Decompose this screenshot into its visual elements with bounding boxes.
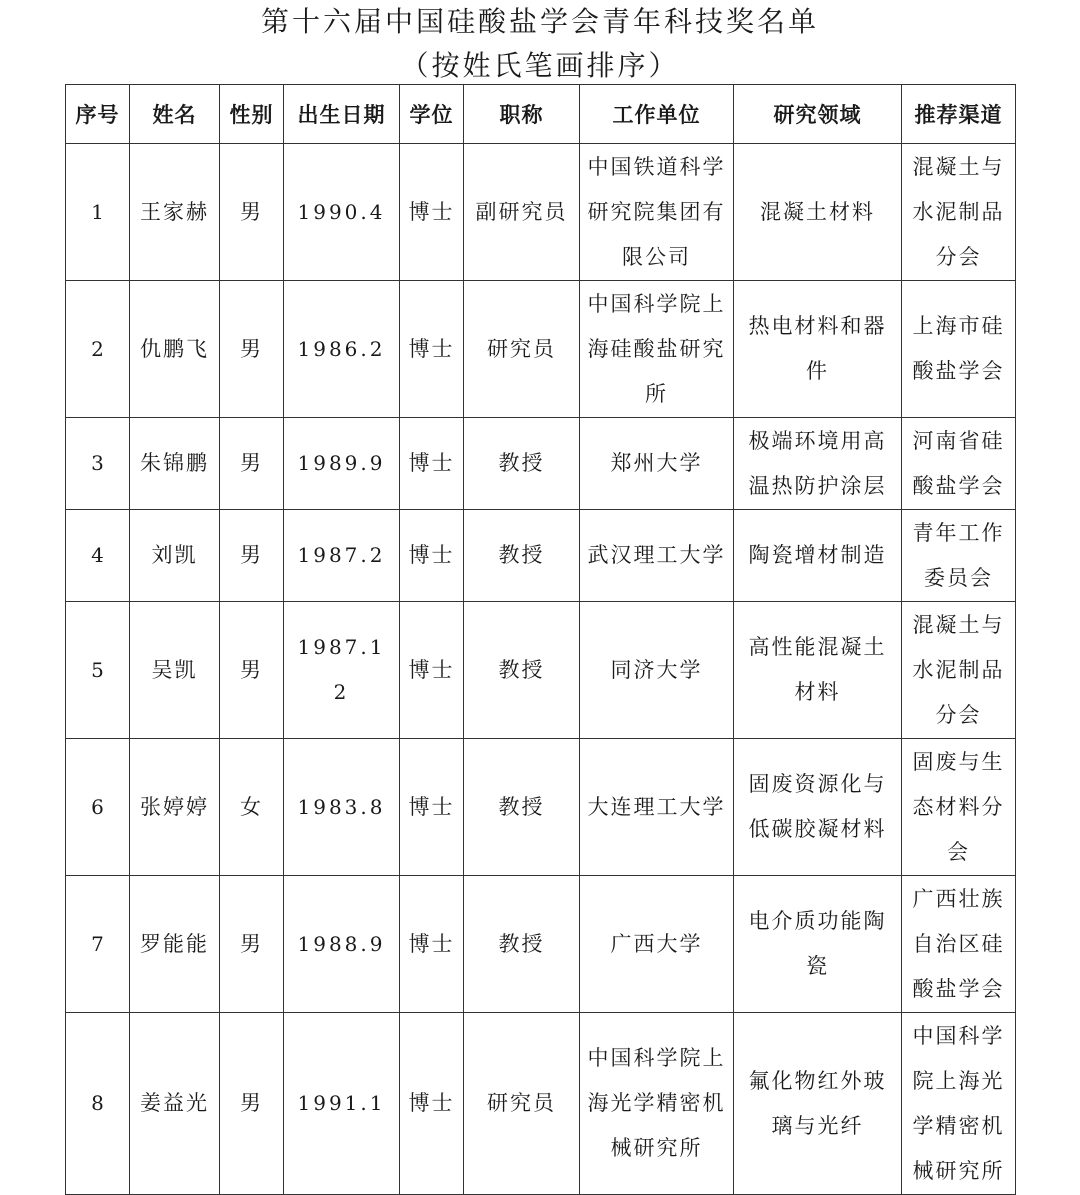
cell-index: 7: [66, 876, 130, 1013]
table-row: [66, 144, 1016, 281]
cell-nomination-channel: 中国科学院上海光学精密机械研究所: [902, 1013, 1016, 1195]
cell-nomination-channel: 河南省硅酸盐学会: [902, 418, 1016, 510]
document-title: 第十六届中国硅酸盐学会青年科技奖名单: [260, 5, 819, 38]
cell-index: 4: [66, 510, 130, 602]
cell-research-field: 热电材料和器件: [734, 281, 902, 418]
cell-gender: 男: [220, 144, 284, 281]
cell-title: 教授: [464, 602, 580, 739]
cell-birthdate: 1989.9: [284, 418, 400, 510]
cell-title: 教授: [464, 418, 580, 510]
cell-name: 吴凯: [130, 602, 220, 739]
cell-title: 教授: [464, 876, 580, 1013]
cell-birthdate: 1987.12: [284, 602, 400, 739]
header-nomination-channel: 推荐渠道: [902, 85, 1016, 144]
cell-research-field: 电介质功能陶瓷: [734, 876, 902, 1013]
cell-index: 2: [66, 281, 130, 418]
cell-nomination-channel: 广西壮族自治区硅酸盐学会: [902, 876, 1016, 1013]
table-row: [66, 876, 1016, 1013]
table-row: [66, 602, 1016, 739]
cell-gender: 男: [220, 602, 284, 739]
cell-gender: 男: [220, 418, 284, 510]
cell-title: 副研究员: [464, 144, 580, 281]
cell-gender: 男: [220, 876, 284, 1013]
table-row: [66, 1013, 1016, 1195]
table-row: [66, 281, 1016, 418]
cell-research-field: 氟化物红外玻璃与光纤: [734, 1013, 902, 1195]
cell-title: 研究员: [464, 1013, 580, 1195]
cell-index: 6: [66, 739, 130, 876]
cell-employer: 同济大学: [580, 602, 734, 739]
cell-degree: 博士: [400, 144, 464, 281]
cell-nomination-channel: 混凝土与水泥制品分会: [902, 602, 1016, 739]
header-employer: 工作单位: [580, 85, 734, 144]
cell-birthdate: 1990.4: [284, 144, 400, 281]
cell-index: 3: [66, 418, 130, 510]
cell-birthdate: 1983.8: [284, 739, 400, 876]
cell-employer: 大连理工大学: [580, 739, 734, 876]
header-title: 职称: [464, 85, 580, 144]
cell-nomination-channel: 青年工作委员会: [902, 510, 1016, 602]
cell-title: 教授: [464, 510, 580, 602]
cell-birthdate: 1988.9: [284, 876, 400, 1013]
cell-research-field: 极端环境用高温热防护涂层: [734, 418, 902, 510]
cell-degree: 博士: [400, 602, 464, 739]
cell-gender: 男: [220, 281, 284, 418]
document-subtitle: （按姓氏笔画排序）: [400, 49, 680, 82]
cell-degree: 博士: [400, 510, 464, 602]
header-degree: 学位: [400, 85, 464, 144]
cell-employer: 郑州大学: [580, 418, 734, 510]
cell-index: 5: [66, 602, 130, 739]
cell-nomination-channel: 混凝土与水泥制品分会: [902, 144, 1016, 281]
cell-name: 王家赫: [130, 144, 220, 281]
cell-index: 8: [66, 1013, 130, 1195]
cell-title: 教授: [464, 739, 580, 876]
table-row: [66, 510, 1016, 602]
cell-degree: 博士: [400, 281, 464, 418]
cell-gender: 男: [220, 1013, 284, 1195]
cell-nomination-channel: 固废与生态材料分会: [902, 739, 1016, 876]
cell-name: 朱锦鹏: [130, 418, 220, 510]
cell-degree: 博士: [400, 418, 464, 510]
cell-index: 1: [66, 144, 130, 281]
table-header-row: [66, 85, 1016, 144]
cell-name: 姜益光: [130, 1013, 220, 1195]
cell-name: 张婷婷: [130, 739, 220, 876]
table-row: [66, 739, 1016, 876]
cell-employer: 广西大学: [580, 876, 734, 1013]
cell-research-field: 高性能混凝土材料: [734, 602, 902, 739]
cell-research-field: 混凝土材料: [734, 144, 902, 281]
cell-employer: 武汉理工大学: [580, 510, 734, 602]
header-gender: 性别: [220, 85, 284, 144]
cell-degree: 博士: [400, 1013, 464, 1195]
header-birthdate: 出生日期: [284, 85, 400, 144]
cell-birthdate: 1987.2: [284, 510, 400, 602]
cell-employer: 中国科学院上海硅酸盐研究所: [580, 281, 734, 418]
header-index: 序号: [66, 85, 130, 144]
cell-employer: 中国科学院上海光学精密机械研究所: [580, 1013, 734, 1195]
table-row: [66, 418, 1016, 510]
cell-research-field: 固废资源化与低碳胶凝材料: [734, 739, 902, 876]
cell-research-field: 陶瓷增材制造: [734, 510, 902, 602]
cell-title: 研究员: [464, 281, 580, 418]
cell-gender: 女: [220, 739, 284, 876]
cell-degree: 博士: [400, 739, 464, 876]
header-name: 姓名: [130, 85, 220, 144]
cell-name: 刘凯: [130, 510, 220, 602]
cell-gender: 男: [220, 510, 284, 602]
cell-name: 罗能能: [130, 876, 220, 1013]
cell-employer: 中国铁道科学研究院集团有限公司: [580, 144, 734, 281]
header-research-field: 研究领域: [734, 85, 902, 144]
cell-nomination-channel: 上海市硅酸盐学会: [902, 281, 1016, 418]
cell-name: 仇鹏飞: [130, 281, 220, 418]
cell-birthdate: 1986.2: [284, 281, 400, 418]
cell-birthdate: 1991.1: [284, 1013, 400, 1195]
award-list-table: [65, 84, 1016, 1195]
cell-degree: 博士: [400, 876, 464, 1013]
